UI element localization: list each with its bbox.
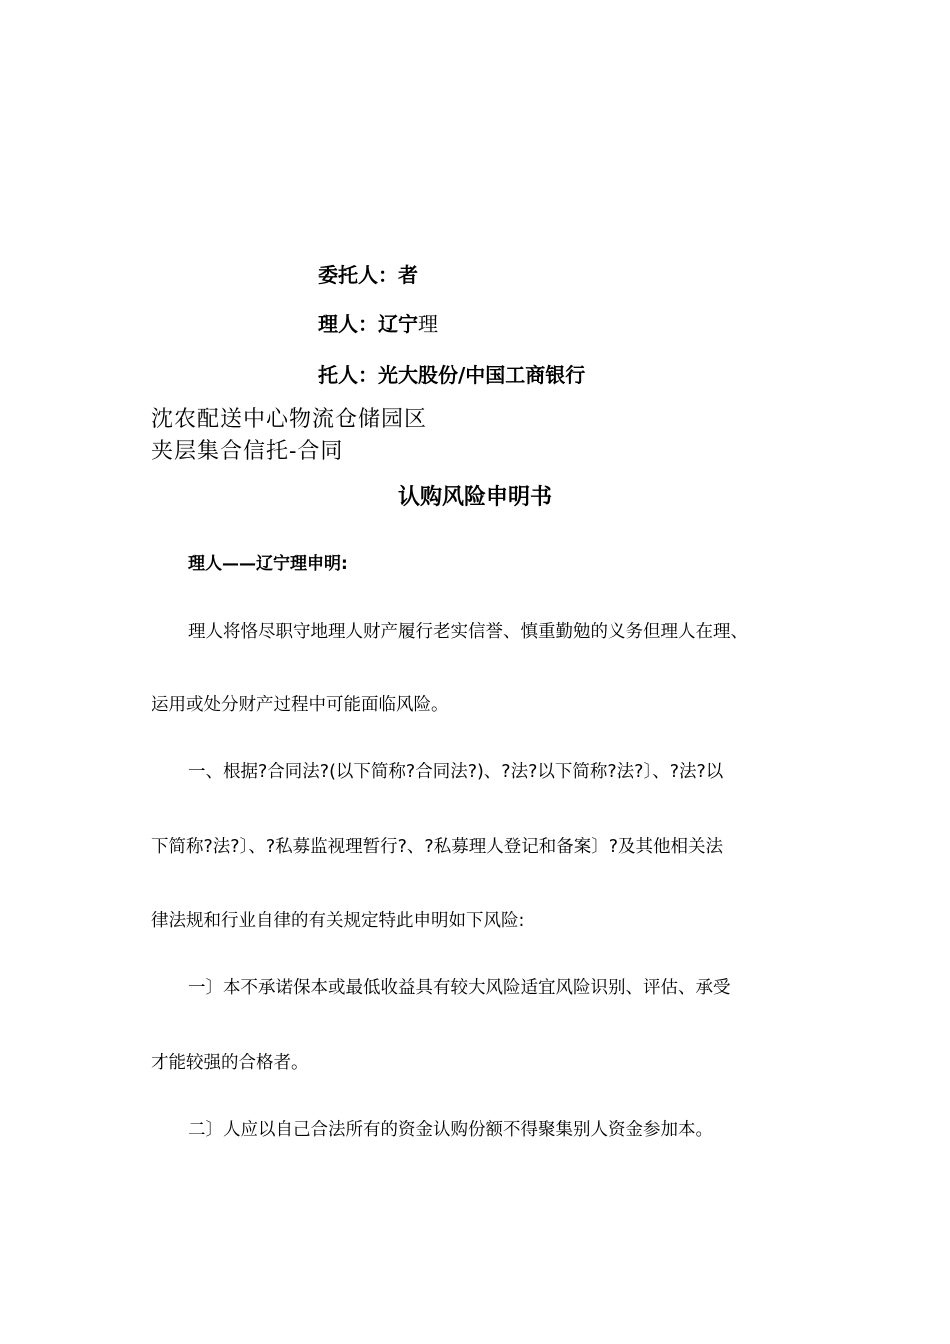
custodian-value: 光大股份/中国工商银行 — [378, 363, 586, 387]
paragraph-line: 一〕本不承诺保本或最低收益具有较大风险适宜风险识别、评估、承受 — [188, 978, 731, 998]
custodian-label: 托人： — [318, 363, 378, 387]
paragraph-line: 一、根据?合同法?(以下简称?合同法?)、?法?以下简称?法?〕、?法?以 — [188, 762, 724, 782]
manager-line — [318, 311, 438, 337]
paragraph-line: 下简称?法?〕、?私募监视理暂行?、?私募理人登记和备案〕?及其他相关法 — [151, 837, 723, 857]
project-name-line-2: 夹层集合信托-合同 — [151, 439, 344, 464]
paragraph-line: 才能较强的合格者。 — [151, 1053, 309, 1073]
manager-label: 理人： — [318, 312, 378, 336]
project-name-line-1: 沈农配送中心物流仓储园区 — [151, 407, 428, 432]
manager-value: 辽宁 — [378, 312, 418, 336]
declarant-heading: 理人——辽宁理申明: — [188, 554, 348, 574]
paragraph-line: 运用或处分财产过程中可能面临风险。 — [151, 695, 449, 715]
manager-value-suffix: 理 — [418, 312, 438, 336]
custodian-line — [318, 362, 585, 388]
paragraph-line: 律法规和行业自律的有关规定特此申明如下风险: — [151, 911, 525, 931]
trustor-line — [318, 262, 418, 288]
paragraph-line: 理人将恪尽职守地理人财产履行老实信誉、慎重勤勉的义务但理人在理、 — [188, 622, 748, 642]
trustor-label: 委托人： — [318, 263, 398, 287]
trustor-value: 者 — [398, 263, 418, 287]
paragraph-line: 二〕人应以自己合法所有的资金认购份额不得聚集别人资金参加本。 — [188, 1120, 713, 1140]
document-title: 认购风险申明书 — [397, 485, 552, 510]
